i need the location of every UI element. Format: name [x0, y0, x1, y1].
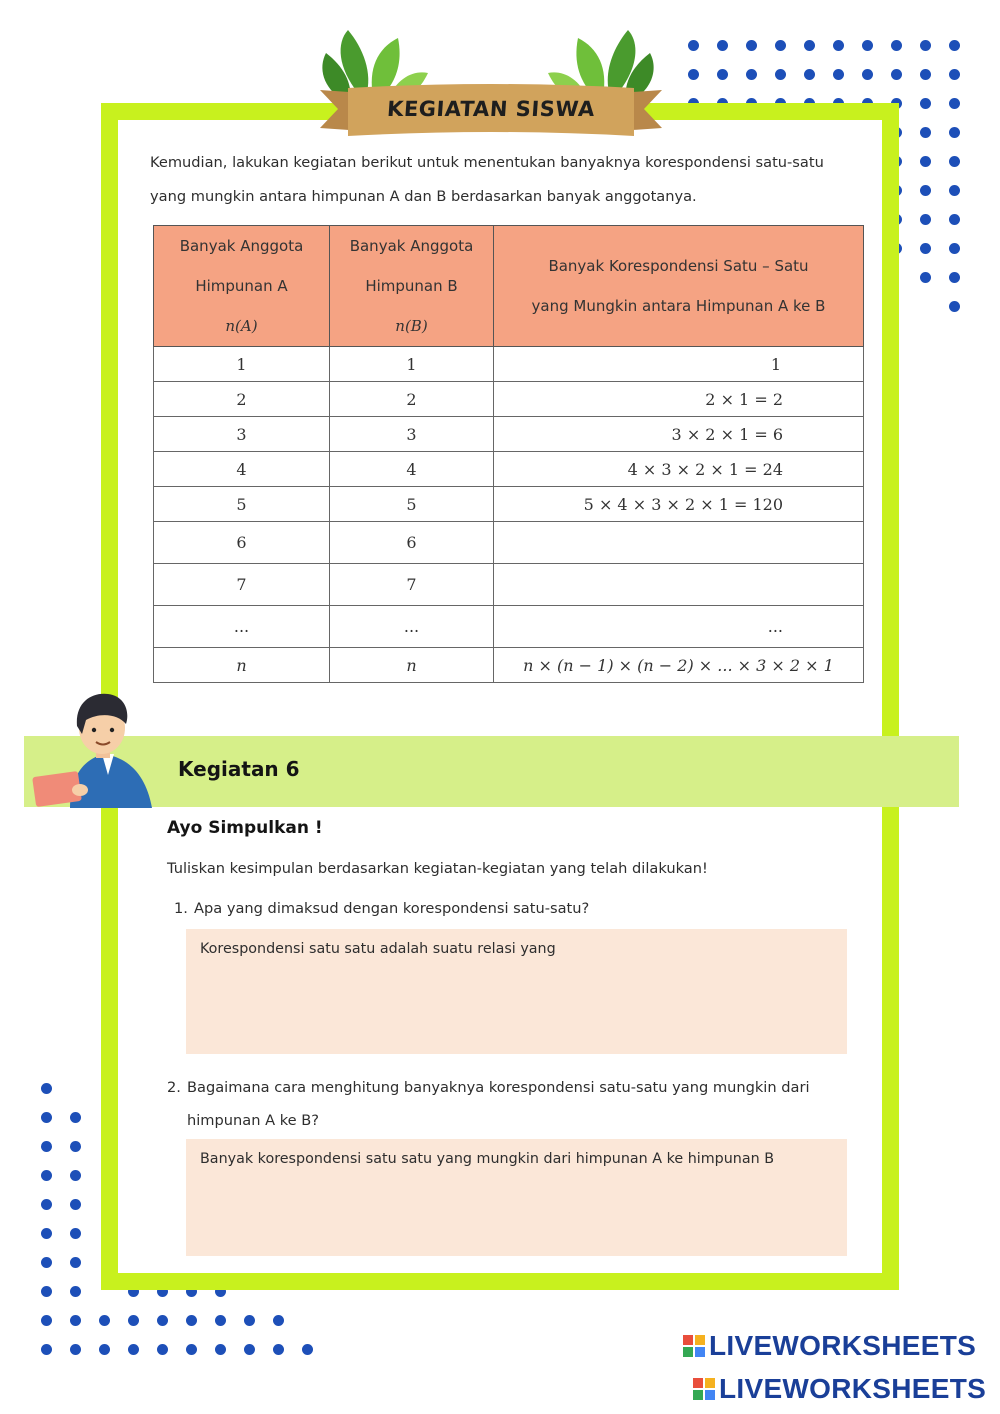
decorative-dot	[775, 40, 786, 51]
decorative-dot	[920, 98, 931, 109]
answer-1-text: Korespondensi satu satu adalah suatu relasi yang	[200, 941, 556, 957]
decorative-dot	[41, 1315, 52, 1326]
decorative-dot	[717, 40, 728, 51]
decorative-dot	[41, 1170, 52, 1181]
decorative-dot	[215, 1344, 226, 1355]
table-cell-b: 1	[330, 347, 494, 382]
decorative-dot	[949, 69, 960, 80]
table-cell-a: 7	[154, 564, 330, 606]
student-illustration-icon	[30, 690, 160, 808]
decorative-dot	[157, 1344, 168, 1355]
decorative-dot	[41, 1228, 52, 1239]
decorative-dot	[99, 1315, 110, 1326]
table-cell-b: 2	[330, 382, 494, 417]
decorative-dot	[70, 1286, 81, 1297]
table-cell-a: 3	[154, 417, 330, 452]
table-cell-c: 4 × 3 × 2 × 1 = 24	[494, 452, 864, 487]
question-2-text-line-1: Bagaimana cara menghitung banyaknya korespondensi satu-satu yang mungkin dari	[187, 1079, 810, 1096]
decorative-dot	[41, 1286, 52, 1297]
decorative-dot	[41, 1199, 52, 1210]
decorative-dot	[949, 214, 960, 225]
decorative-dot	[128, 1344, 139, 1355]
table-cell-c: 1	[494, 347, 864, 382]
table-cell-b: 5	[330, 487, 494, 522]
decorative-dot	[70, 1228, 81, 1239]
decorative-dot	[949, 185, 960, 196]
decorative-dot	[949, 301, 960, 312]
liveworksheets-logo-icon	[683, 1335, 705, 1357]
intro-text	[150, 146, 865, 214]
decorative-dot	[775, 69, 786, 80]
watermark-1-text: LIVEWORKSHEETS	[709, 1330, 977, 1361]
table-cell-c[interactable]	[494, 522, 864, 564]
decorative-dot	[99, 1344, 110, 1355]
table-cell-b: 7	[330, 564, 494, 606]
decorative-dot	[41, 1141, 52, 1152]
decorative-dot	[949, 40, 960, 51]
table-row	[154, 417, 864, 452]
table-row	[154, 382, 864, 417]
decorative-dot	[920, 69, 931, 80]
decorative-dot	[186, 1344, 197, 1355]
decorative-dot	[186, 1315, 197, 1326]
decorative-dot	[244, 1344, 255, 1355]
decorative-dot	[70, 1257, 81, 1268]
watermark-1	[683, 1330, 976, 1362]
watermark-2	[693, 1373, 986, 1405]
decorative-dot	[833, 40, 844, 51]
decorative-dot	[215, 1315, 226, 1326]
question-1-number: 1.	[174, 900, 188, 917]
decorative-dot	[157, 1315, 168, 1326]
liveworksheets-logo-icon	[693, 1378, 715, 1400]
correspondence-table	[153, 225, 864, 683]
decorative-dot	[273, 1315, 284, 1326]
decorative-dot	[804, 69, 815, 80]
table-cell-b: 6	[330, 522, 494, 564]
table-cell-b: ...	[330, 606, 494, 648]
table-cell-a: 1	[154, 347, 330, 382]
decorative-dot	[128, 1315, 139, 1326]
decorative-dot	[70, 1315, 81, 1326]
decorative-dot	[920, 214, 931, 225]
watermark-2-text: LIVEWORKSHEETS	[719, 1373, 987, 1404]
section-band	[24, 736, 959, 807]
table-row	[154, 487, 864, 522]
table-cell-a: 5	[154, 487, 330, 522]
table-cell-c: n × (n − 1) × (n − 2) × ... × 3 × 2 × 1	[494, 648, 864, 683]
table-row	[154, 564, 864, 606]
decorative-dot	[70, 1199, 81, 1210]
decorative-dot	[920, 272, 931, 283]
decorative-dot	[746, 69, 757, 80]
decorative-dot	[41, 1257, 52, 1268]
decorative-dot	[70, 1141, 81, 1152]
decorative-dot	[70, 1344, 81, 1355]
table-cell-a: 4	[154, 452, 330, 487]
decorative-dot	[688, 69, 699, 80]
decorative-dot	[862, 40, 873, 51]
table-row	[154, 452, 864, 487]
decorative-dot	[804, 40, 815, 51]
decorative-dot	[920, 243, 931, 254]
decorative-dot	[949, 127, 960, 138]
table-cell-a: 2	[154, 382, 330, 417]
answer-2-text: Banyak korespondensi satu satu yang mungkin dari himpunan A ke himpunan B	[200, 1151, 775, 1167]
decorative-dot	[273, 1344, 284, 1355]
header-correspondence: Banyak Korespondensi Satu – Satu yang Mungkin antara Himpunan A ke B	[494, 226, 864, 347]
table-row	[154, 606, 864, 648]
header-n-b: Banyak Anggota Himpunan B n(B)	[330, 226, 494, 347]
intro-line-2: yang mungkin antara himpunan A dan B berdasarkan banyak anggotanya.	[150, 188, 697, 205]
table-cell-c[interactable]	[494, 564, 864, 606]
banner-ribbon	[318, 28, 664, 146]
table-row	[154, 347, 864, 382]
decorative-dot	[920, 156, 931, 167]
question-2-number: 2.	[167, 1079, 181, 1096]
subtitle-ayo-simpulkan: Ayo Simpulkan !	[167, 818, 323, 838]
table-cell-c: 2 × 1 = 2	[494, 382, 864, 417]
table-header-row	[154, 226, 864, 347]
decorative-dot	[920, 185, 931, 196]
table-cell-b: n	[330, 648, 494, 683]
decorative-dot	[949, 272, 960, 283]
decorative-dot	[41, 1083, 52, 1094]
answer-1-field[interactable]	[186, 929, 847, 1054]
table-cell-c: 5 × 4 × 3 × 2 × 1 = 120	[494, 487, 864, 522]
decorative-dot	[949, 243, 960, 254]
decorative-dot	[302, 1344, 313, 1355]
decorative-dot	[949, 156, 960, 167]
decorative-dot	[41, 1112, 52, 1123]
decorative-dot	[70, 1170, 81, 1181]
decorative-dot	[688, 40, 699, 51]
decorative-dot	[41, 1344, 52, 1355]
question-2-text-line-2: himpunan A ke B?	[187, 1112, 320, 1129]
table-row	[154, 648, 864, 683]
instruction-text: Tuliskan kesimpulan berdasarkan kegiatan-kegiatan yang telah dilakukan!	[167, 860, 708, 877]
table-cell-c: 3 × 2 × 1 = 6	[494, 417, 864, 452]
table-cell-a: 6	[154, 522, 330, 564]
table-cell-b: 3	[330, 417, 494, 452]
banner-title: KEGIATAN SISWA	[386, 97, 596, 121]
question-1	[174, 900, 589, 917]
decorative-dot	[244, 1315, 255, 1326]
decorative-dot	[891, 69, 902, 80]
decorative-dot	[891, 40, 902, 51]
intro-line-1: Kemudian, lakukan kegiatan berikut untuk menentukan banyaknya korespondensi satu-satu	[150, 154, 824, 171]
question-2	[167, 1071, 847, 1137]
header-n-a: Banyak Anggota Himpunan A n(A)	[154, 226, 330, 347]
decorative-dot	[70, 1112, 81, 1123]
table-row	[154, 522, 864, 564]
decorative-dot	[949, 98, 960, 109]
decorative-dot	[920, 127, 931, 138]
table-cell-c: ...	[494, 606, 864, 648]
answer-2-field[interactable]	[186, 1139, 847, 1256]
section-title: Kegiatan 6	[178, 757, 300, 781]
decorative-dot	[717, 69, 728, 80]
decorative-dot	[833, 69, 844, 80]
question-1-text: Apa yang dimaksud dengan korespondensi satu-satu?	[194, 900, 590, 917]
table-cell-a: n	[154, 648, 330, 683]
decorative-dot	[862, 69, 873, 80]
decorative-dot	[746, 40, 757, 51]
table-cell-a: ...	[154, 606, 330, 648]
decorative-dot	[920, 40, 931, 51]
table-cell-b: 4	[330, 452, 494, 487]
